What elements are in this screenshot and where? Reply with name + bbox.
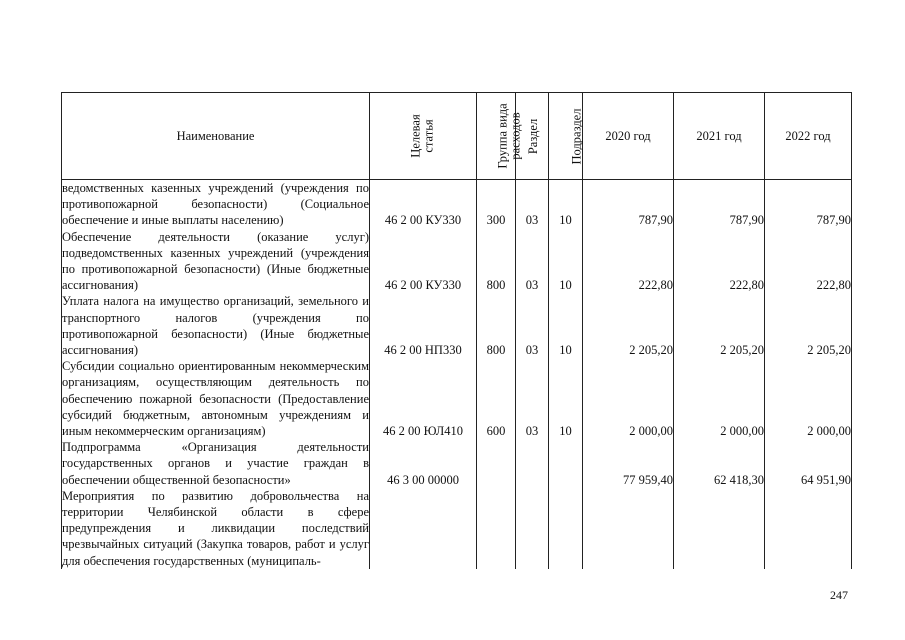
budget-table xyxy=(61,92,852,569)
header-subsection: Подраздел xyxy=(549,93,583,180)
row-value-2022: 787,90 xyxy=(765,180,852,229)
table-row xyxy=(62,180,852,229)
row-value-2022 xyxy=(765,488,852,569)
row-value-2020: 2 000,00 xyxy=(583,358,674,439)
table-row xyxy=(62,229,852,294)
page-number: 247 xyxy=(830,588,848,602)
row-section xyxy=(516,439,549,488)
row-expense-group xyxy=(477,439,516,488)
row-value-2021: 62 418,30 xyxy=(674,439,765,488)
row-expense-group: 800 xyxy=(477,229,516,294)
row-subsection: 10 xyxy=(549,293,583,358)
row-value-2021: 2 000,00 xyxy=(674,358,765,439)
header-section: Раздел xyxy=(516,93,549,180)
row-target-code: 46 3 00 00000 xyxy=(370,439,477,488)
row-expense-group xyxy=(477,488,516,569)
row-target-code: 46 2 00 КУ330 xyxy=(370,229,477,294)
row-target-code xyxy=(370,488,477,569)
row-name: Уплата налога на имущество организаций, земельного и транспортного налогов (учреждения по противопожарной безопасности) (Иные бюджетные ассигнования) xyxy=(62,294,369,358)
row-subsection xyxy=(549,439,583,488)
row-section xyxy=(516,488,549,569)
header-expense-group: Группа вида расходов xyxy=(477,93,516,180)
row-value-2020: 222,80 xyxy=(583,229,674,294)
row-section: 03 xyxy=(516,293,549,358)
table-row xyxy=(62,358,852,439)
header-2022: 2022 год xyxy=(765,93,852,180)
table-row xyxy=(62,488,852,569)
row-value-2022: 2 205,20 xyxy=(765,293,852,358)
row-expense-group: 800 xyxy=(477,293,516,358)
row-value-2022: 222,80 xyxy=(765,229,852,294)
row-name: Подпрограмма «Организация деятельности государственных органов и участие граждан в обеспечении общественной безопасности» xyxy=(62,440,369,487)
row-expense-group: 300 xyxy=(477,180,516,229)
row-subsection xyxy=(549,488,583,569)
row-value-2020 xyxy=(583,488,674,569)
table-row xyxy=(62,439,852,488)
row-section: 03 xyxy=(516,180,549,229)
row-value-2020: 2 205,20 xyxy=(583,293,674,358)
row-target-code: 46 2 00 КУ330 xyxy=(370,180,477,229)
header-2021: 2021 год xyxy=(674,93,765,180)
row-name: ведомственных казенных учреждений (учреждения по противопожарной безопасности) (Социальное обеспечение и иные выплаты населению) xyxy=(62,181,369,228)
row-value-2021: 222,80 xyxy=(674,229,765,294)
header-2020: 2020 год xyxy=(583,93,674,180)
row-expense-group: 600 xyxy=(477,358,516,439)
row-target-code: 46 2 00 НП330 xyxy=(370,293,477,358)
row-value-2021 xyxy=(674,488,765,569)
header-name: Наименование xyxy=(62,93,370,180)
row-value-2021: 787,90 xyxy=(674,180,765,229)
row-name: Обеспечение деятельности (оказание услуг) подведомственных казенных учреждений (учреждения по противопожарной безопасности) (Иные бюджетные ассигнования) xyxy=(62,229,369,293)
header-target-article: Целевая статья xyxy=(370,93,477,180)
row-value-2021: 2 205,20 xyxy=(674,293,765,358)
row-target-code: 46 2 00 ЮЛ410 xyxy=(370,358,477,439)
row-section: 03 xyxy=(516,229,549,294)
row-subsection: 10 xyxy=(549,180,583,229)
row-value-2022: 2 000,00 xyxy=(765,358,852,439)
row-name: Субсидии социально ориентированным некоммерческим организациям, осуществляющим деятельность по обеспечению пожарной безопасности (Предоставление субсидий бюджетным, автономным учреждениям и иным некоммерческим организациям) xyxy=(62,359,369,439)
row-section: 03 xyxy=(516,358,549,439)
row-value-2022: 64 951,90 xyxy=(765,439,852,488)
table-row xyxy=(62,293,852,358)
row-subsection: 10 xyxy=(549,358,583,439)
row-value-2020: 77 959,40 xyxy=(583,439,674,488)
row-name: Мероприятия по развитию добровольчества на территории Челябинской области в сфере предупреждения и ликвидации последствий чрезвычайных ситуаций (Закупка товаров, работ и услуг для обеспечения государственных (муниципаль- xyxy=(62,488,369,568)
row-subsection: 10 xyxy=(549,229,583,294)
row-value-2020: 787,90 xyxy=(583,180,674,229)
header-row xyxy=(62,93,852,180)
